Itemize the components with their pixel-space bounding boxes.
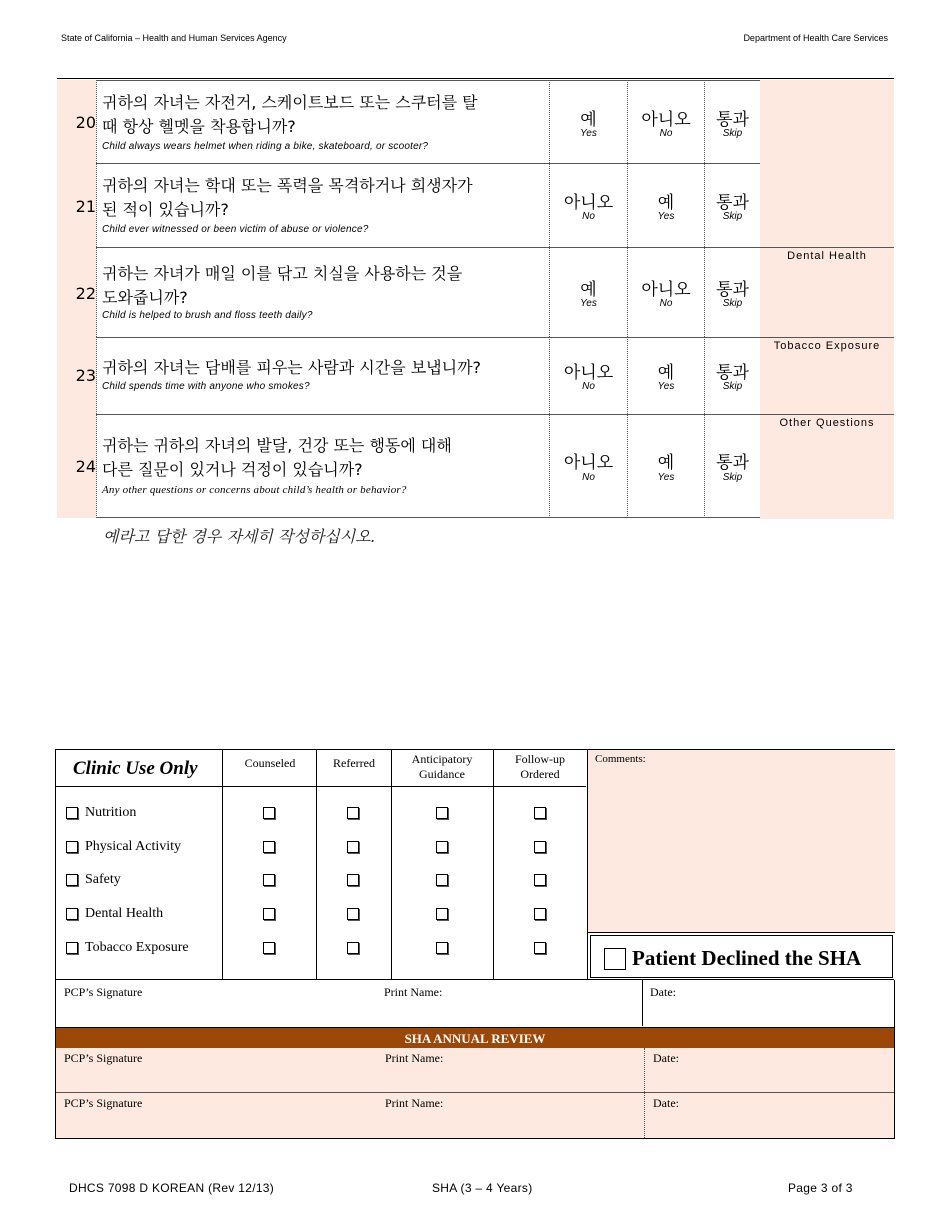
header-department: Department of Health Care Services [743, 33, 888, 43]
print-name-label: Print Name: [385, 1051, 444, 1065]
referred-checkbox[interactable] [347, 841, 359, 853]
print-name-label: Print Name: [385, 1096, 444, 1110]
followup-checkbox[interactable] [534, 908, 546, 920]
annual-review-row [56, 1093, 894, 1138]
referred-checkbox[interactable] [347, 942, 359, 954]
annual-review-bar [56, 1027, 894, 1049]
question-text-ko: 귀하는 귀하의 자녀의 발달, 건강 또는 행동에 대해 [102, 436, 452, 455]
clinic-row-tobacco-exposure [56, 939, 586, 963]
answer-skip[interactable]: 통과 Skip [705, 337, 761, 414]
pcp-signature-field[interactable] [56, 980, 376, 1026]
anticipatory-checkbox[interactable] [436, 807, 448, 819]
section-cell [760, 80, 894, 163]
counseled-checkbox[interactable] [263, 841, 275, 853]
header-rule [57, 78, 894, 79]
question-text-ko-2: 도와줍니까? [102, 288, 188, 307]
question-text-ko-2: 된 적이 있습니까? [102, 200, 229, 219]
tobacco-exposure-checkbox[interactable] [66, 942, 78, 954]
anticipatory-checkbox[interactable] [436, 874, 448, 886]
answer-no[interactable]: 아니오 No [628, 247, 705, 337]
question-text-en: Child always wears helmet when riding a bike, skateboard, or scooter? [102, 141, 429, 152]
explain-instruction: 예라고 답한 경우 자세히 작성하십시오. [103, 527, 376, 546]
answer-no[interactable]: 아니오 No [550, 163, 628, 247]
followup-checkbox[interactable] [534, 874, 546, 886]
patient-declined-checkbox[interactable] [604, 948, 626, 970]
clinic-row-physical-activity [56, 838, 586, 862]
counseled-checkbox[interactable] [263, 807, 275, 819]
date-field[interactable] [643, 980, 894, 1026]
date-label: Date: [650, 985, 676, 999]
footer-form-id: DHCS 7098 D KOREAN (Rev 12/13) [69, 1181, 275, 1195]
clinic-row-nutrition [56, 804, 586, 828]
comments-label: Comments: [595, 753, 646, 765]
section-cell [760, 163, 894, 247]
footer-form-title: SHA (3 – 4 Years) [432, 1181, 533, 1195]
question-text-en: Child spends time with anyone who smokes? [102, 381, 310, 392]
date-label: Date: [653, 1051, 679, 1065]
question-text-en: Any other questions or concerns about child’s health or behavior? [102, 484, 407, 496]
section-cell-tobacco [760, 337, 894, 415]
patient-declined-box [587, 932, 895, 980]
clinic-use-table [55, 749, 895, 1139]
anticipatory-checkbox[interactable] [436, 908, 448, 920]
referred-checkbox[interactable] [347, 908, 359, 920]
col-referred: Referred [333, 756, 375, 770]
footer-page-number: Page 3 of 3 [788, 1181, 853, 1195]
answer-skip[interactable]: 통과 Skip [705, 247, 761, 337]
anticipatory-checkbox[interactable] [436, 841, 448, 853]
question-text-ko: 귀하의 자녀는 자전거, 스케이트보드 또는 스쿠터를 탈 [102, 93, 478, 112]
anticipatory-checkbox[interactable] [436, 942, 448, 954]
date-field[interactable] [645, 1048, 894, 1092]
question-number: 21 [75, 197, 96, 216]
topic-label: Safety [85, 872, 121, 887]
topic-label: Nutrition [85, 805, 137, 820]
patient-declined-label: Patient Declined the SHA [632, 946, 862, 970]
print-name-label: Print Name: [384, 985, 443, 999]
print-name-field[interactable] [376, 1048, 644, 1092]
clinic-title: Clinic Use Only [73, 758, 198, 779]
pcp-signature-label: PCP’s Signature [64, 1096, 143, 1110]
col-anticipatory-guidance: Anticipatory Guidance [411, 752, 473, 781]
date-label: Date: [653, 1096, 679, 1110]
followup-checkbox[interactable] [534, 841, 546, 853]
question-text-ko-2: 때 항상 헬멧을 착용합니까? [102, 117, 296, 136]
question-number: 24 [75, 457, 96, 476]
clinic-row-safety [56, 871, 586, 895]
counseled-checkbox[interactable] [263, 908, 275, 920]
safety-checkbox[interactable] [66, 874, 78, 886]
question-text-ko: 귀하는 자녀가 매일 이를 닦고 치실을 사용하는 것을 [102, 264, 463, 283]
pcp-signature-label: PCP’s Signature [64, 985, 143, 999]
question-text-en: Child is helped to brush and floss teeth daily? [102, 310, 313, 321]
section-label-other-questions: Other Questions [779, 417, 875, 429]
answer-no[interactable]: 아니오 No [550, 337, 628, 414]
referred-checkbox[interactable] [347, 807, 359, 819]
dental-health-checkbox[interactable] [66, 908, 78, 920]
clinic-row-dental-health [56, 905, 586, 929]
question-number: 22 [75, 284, 96, 303]
pcp-signature-label: PCP’s Signature [64, 1051, 143, 1065]
question-row-24 [57, 414, 894, 518]
section-label-tobacco-exposure: Tobacco Exposure [773, 340, 881, 352]
counseled-checkbox[interactable] [263, 874, 275, 886]
answer-skip[interactable]: 통과 Skip [705, 163, 761, 247]
answer-skip[interactable]: 통과 Skip [705, 80, 761, 163]
counseled-checkbox[interactable] [263, 942, 275, 954]
comments-box[interactable] [587, 750, 895, 932]
question-text-ko-2: 다른 질문이 있거나 걱정이 있습니까? [102, 460, 363, 479]
answer-no[interactable]: 아니오 No [628, 80, 705, 163]
col-counseled: Counseled [244, 756, 296, 770]
question-text-en: Child ever witnessed or been victim of abuse or violence? [102, 224, 369, 235]
followup-checkbox[interactable] [534, 942, 546, 954]
question-number: 23 [75, 366, 96, 385]
referred-checkbox[interactable] [347, 874, 359, 886]
answer-yes[interactable]: 예 Yes [550, 247, 628, 337]
nutrition-checkbox[interactable] [66, 807, 78, 819]
explain-answer-area[interactable] [100, 550, 890, 740]
question-row-22 [57, 247, 894, 337]
section-cell-dental [760, 247, 894, 338]
physical-activity-checkbox[interactable] [66, 841, 78, 853]
date-field[interactable] [645, 1093, 894, 1138]
section-cell-other [760, 414, 894, 519]
question-row-23 [57, 337, 894, 414]
topic-label: Physical Activity [85, 839, 182, 854]
print-name-field[interactable] [376, 1093, 644, 1138]
answer-skip[interactable]: 통과 Skip [705, 414, 761, 518]
answer-no[interactable]: 아니오 No [550, 414, 628, 518]
answer-yes[interactable]: 예 Yes [628, 163, 705, 247]
answer-yes[interactable]: 예 Yes [628, 414, 705, 518]
question-row-21 [57, 163, 894, 247]
answer-yes[interactable]: 예 Yes [550, 80, 628, 163]
question-number: 20 [75, 113, 96, 132]
question-text-ko: 귀하의 자녀는 학대 또는 폭력을 목격하거나 희생자가 [102, 176, 473, 195]
question-text-ko: 귀하의 자녀는 담배를 피우는 사람과 시간을 보냅니까? [102, 358, 482, 377]
answer-yes[interactable]: 예 Yes [628, 337, 705, 414]
followup-checkbox[interactable] [534, 807, 546, 819]
topic-label: Tobacco Exposure [85, 940, 189, 955]
pcp-signature-field[interactable] [56, 1048, 376, 1092]
header-agency: State of California – Health and Human Services Agency [61, 33, 287, 43]
pcp-signature-field[interactable] [56, 1093, 376, 1138]
section-label-dental-health: Dental Health [787, 250, 867, 262]
topic-label: Dental Health [85, 906, 164, 921]
annual-review-title: SHA ANNUAL REVIEW [404, 1031, 546, 1046]
print-name-field[interactable] [376, 980, 642, 1026]
question-row-20 [57, 80, 894, 163]
annual-review-row [56, 1048, 894, 1092]
col-followup-ordered: Follow-up Ordered [514, 752, 565, 781]
signature-row [56, 980, 894, 1026]
